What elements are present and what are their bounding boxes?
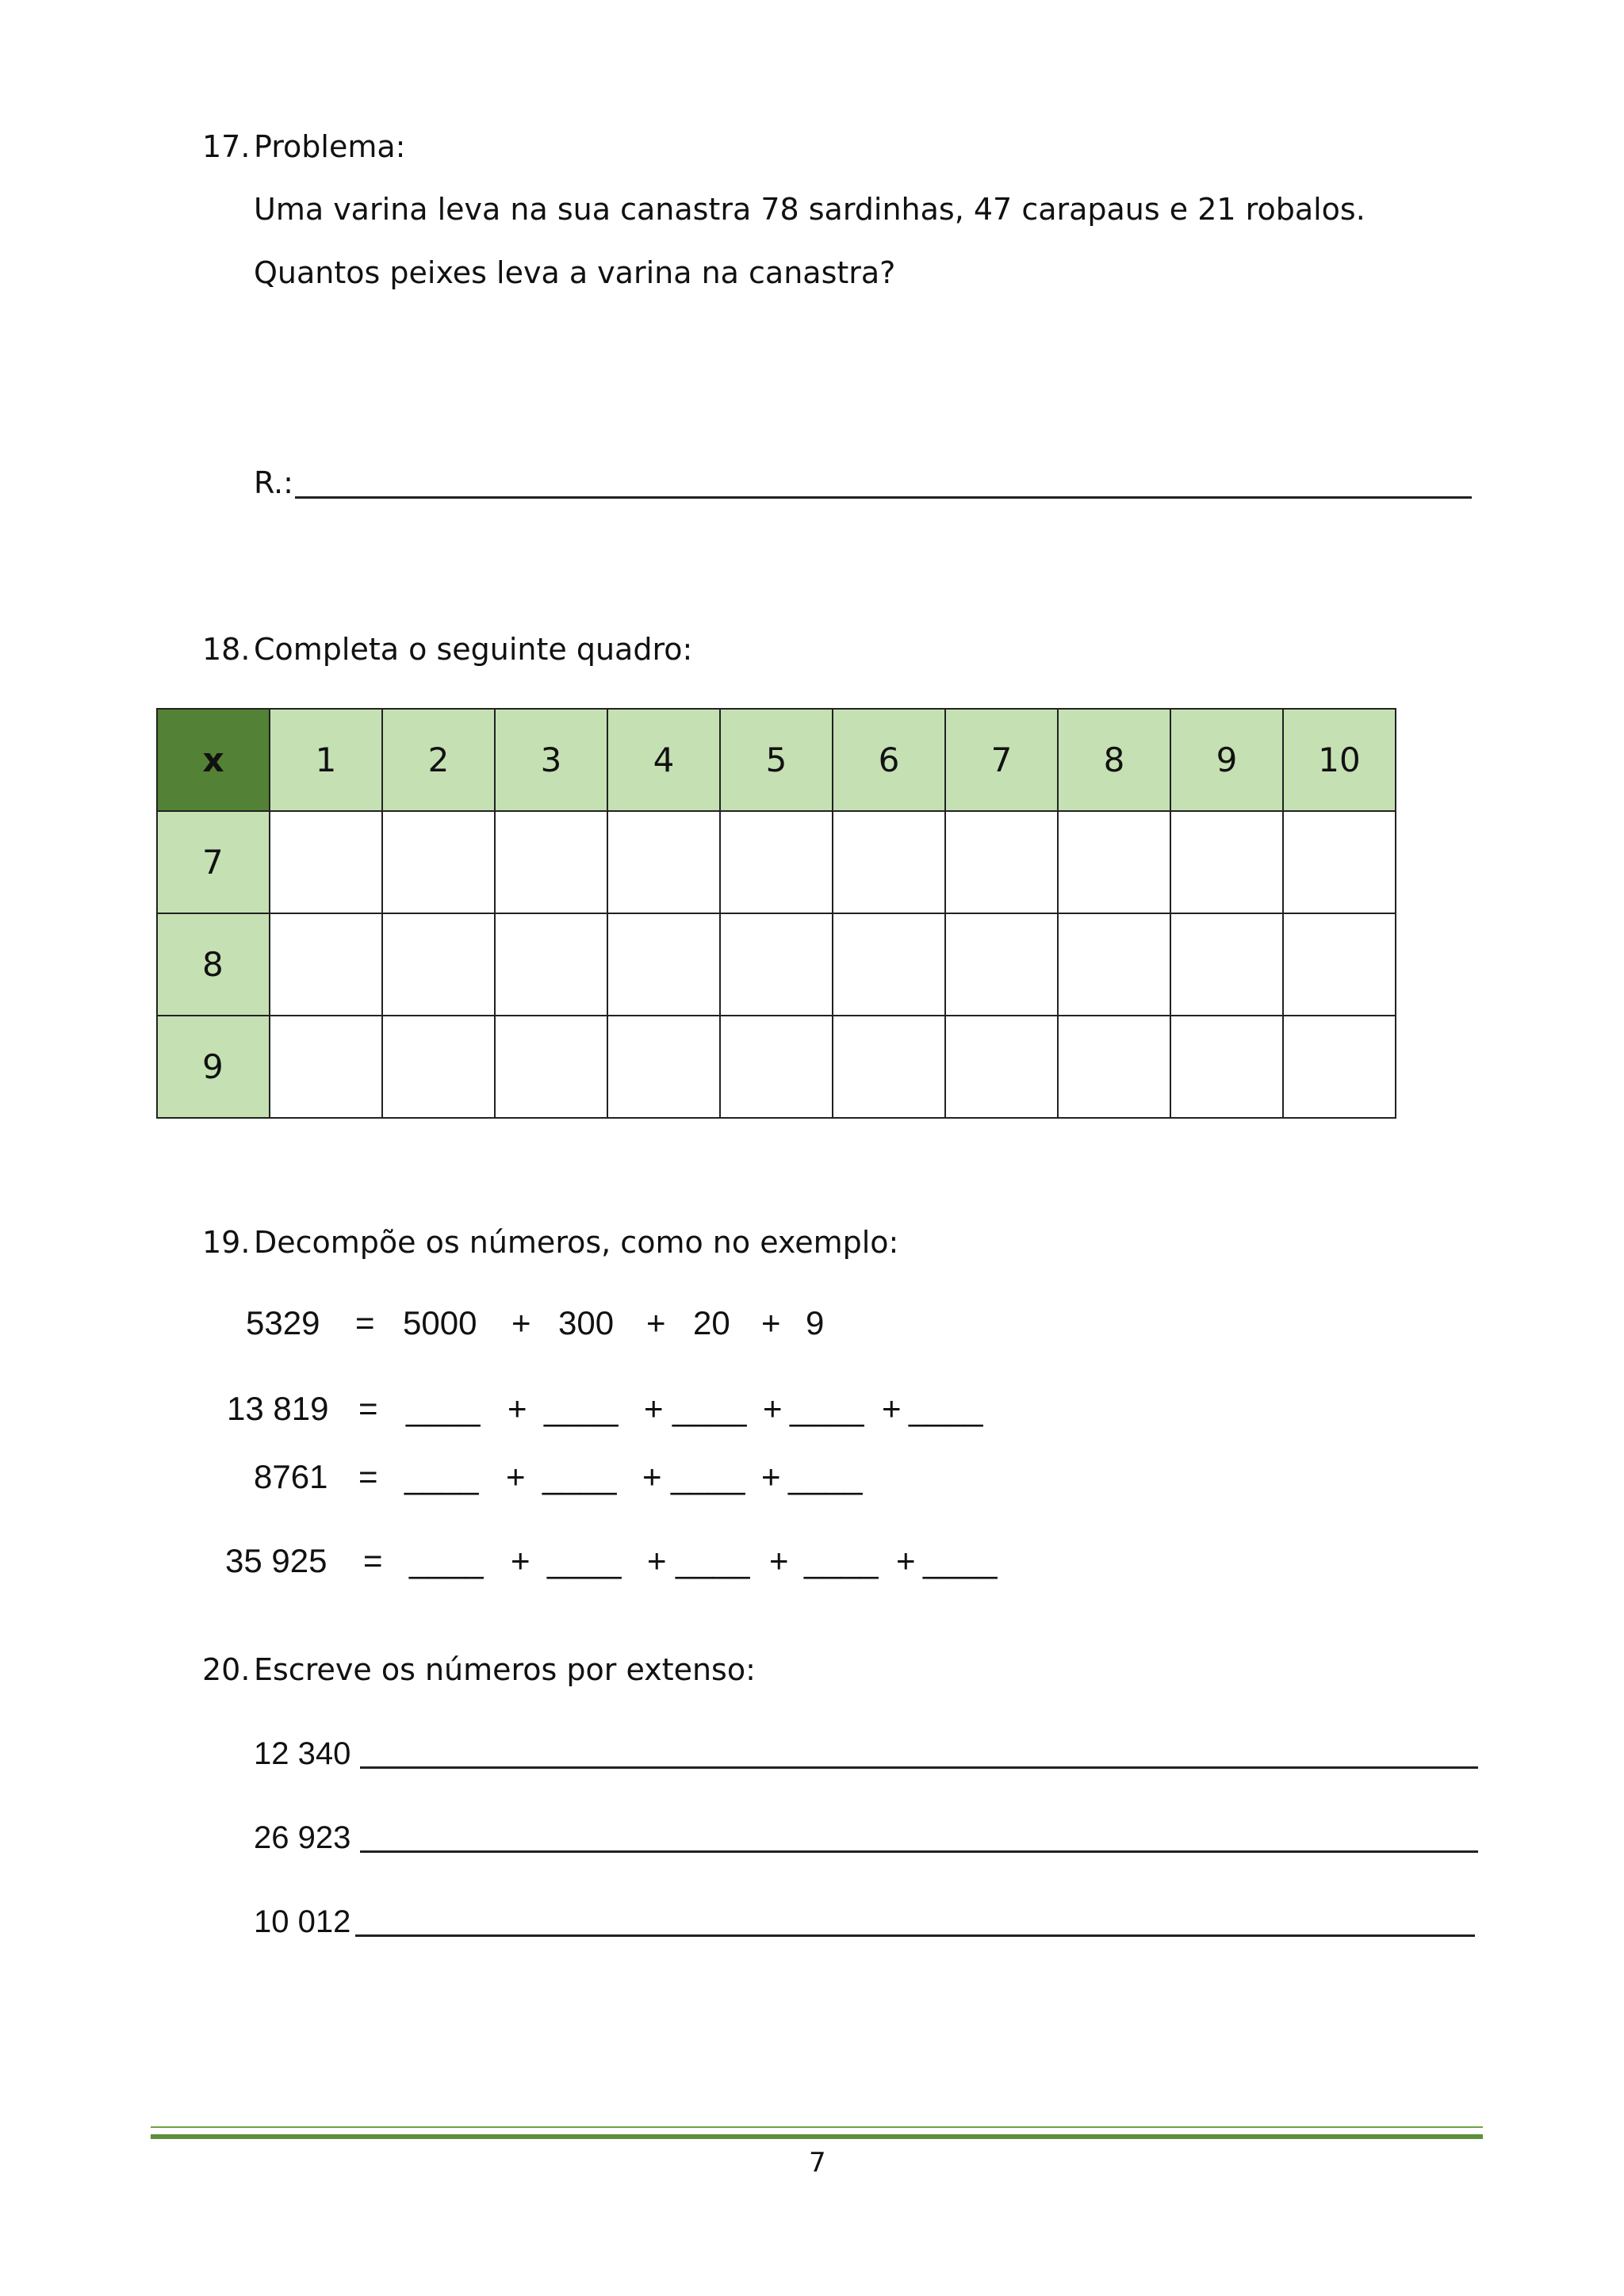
table-answer-cell[interactable] (1283, 1016, 1396, 1118)
table-answer-cell[interactable] (607, 913, 720, 1016)
blank[interactable]: ____ (923, 1542, 998, 1579)
plus-sign: + (506, 1458, 526, 1495)
q19-title: Decompõe os números, como no exemplo: (254, 1225, 899, 1260)
q17-answer-label: R.: (254, 465, 293, 500)
table-answer-cell[interactable] (270, 913, 382, 1016)
table-answer-cell[interactable] (495, 913, 607, 1016)
blank[interactable]: ____ (676, 1542, 750, 1579)
table-col-header: 1 (270, 709, 382, 811)
plus-sign: + (763, 1390, 783, 1427)
plus-sign: + (647, 1542, 667, 1579)
blank[interactable]: ____ (909, 1390, 983, 1427)
plus-sign: + (761, 1458, 781, 1495)
table-answer-cell[interactable] (495, 1016, 607, 1118)
blank[interactable]: ____ (406, 1390, 481, 1427)
example-part: 20 (693, 1304, 730, 1341)
table-answer-cell[interactable] (382, 1016, 495, 1118)
example-part: 5000 (403, 1304, 477, 1341)
table-answer-cell[interactable] (382, 811, 495, 913)
table-row (157, 913, 1396, 1016)
blank[interactable]: ____ (547, 1542, 622, 1579)
table-answer-cell[interactable] (945, 811, 1058, 913)
table-row (157, 811, 1396, 913)
table-col-header: 4 (607, 709, 720, 811)
table-answer-cell[interactable] (270, 1016, 382, 1118)
page-number: 7 (809, 2147, 826, 2179)
extenso-number: 26 923 (254, 1820, 351, 1855)
table-answer-cell[interactable] (495, 811, 607, 913)
plus-sign: + (769, 1542, 789, 1579)
q17-text-line1: Uma varina leva na sua canastra 78 sardinhas, 47 carapaus e 21 robalos. (254, 192, 1365, 227)
blank[interactable]: ____ (409, 1542, 484, 1579)
example-plus: + (646, 1304, 666, 1341)
extenso-answer-line[interactable] (360, 1850, 1478, 1853)
table-row-header: 7 (157, 811, 270, 913)
decompose-number: 8761 (254, 1458, 328, 1495)
table-col-header: 8 (1058, 709, 1170, 811)
table-col-header: 10 (1283, 709, 1396, 811)
blank[interactable]: ____ (804, 1542, 879, 1579)
footer-rule-thick (151, 2134, 1483, 2139)
decompose-number: 35 925 (225, 1542, 327, 1579)
example-number: 5329 (246, 1304, 320, 1341)
blank[interactable]: ____ (544, 1390, 619, 1427)
table-row (157, 1016, 1396, 1118)
extenso-number: 12 340 (254, 1736, 351, 1771)
table-col-header: 6 (833, 709, 945, 811)
table-col-header: 9 (1170, 709, 1283, 811)
multiplication-table (156, 708, 1396, 1119)
plus-sign: + (882, 1390, 902, 1427)
table-col-header: 5 (720, 709, 833, 811)
table-answer-cell[interactable] (720, 811, 833, 913)
table-answer-cell[interactable] (945, 913, 1058, 1016)
extenso-answer-line[interactable] (355, 1934, 1475, 1937)
table-answer-cell[interactable] (833, 913, 945, 1016)
q18-number: 18. (202, 632, 251, 667)
blank[interactable]: ____ (788, 1458, 863, 1495)
plus-sign: + (511, 1542, 530, 1579)
example-part: 300 (558, 1304, 615, 1341)
example-equals: = (355, 1304, 375, 1341)
table-col-header: 2 (382, 709, 495, 811)
table-answer-cell[interactable] (833, 811, 945, 913)
table-header-row (157, 709, 1396, 811)
plus-sign: + (508, 1390, 527, 1427)
blank[interactable]: ____ (542, 1458, 617, 1495)
q17-text-line2: Quantos peixes leva a varina na canastra? (254, 255, 896, 290)
footer-rule-thin (151, 2126, 1483, 2128)
plus-sign: + (644, 1390, 664, 1427)
table-answer-cell[interactable] (945, 1016, 1058, 1118)
plus-sign: + (896, 1542, 916, 1579)
blank[interactable]: ____ (671, 1458, 745, 1495)
q18-title: Completa o seguinte quadro: (254, 632, 693, 667)
q17-title: Problema: (254, 129, 406, 164)
table-answer-cell[interactable] (607, 1016, 720, 1118)
table-row-header: 8 (157, 913, 270, 1016)
blank[interactable]: ____ (672, 1390, 747, 1427)
table-answer-cell[interactable] (720, 913, 833, 1016)
table-answer-cell[interactable] (382, 913, 495, 1016)
table-col-header: 7 (945, 709, 1058, 811)
decompose-number: 13 819 (227, 1390, 329, 1427)
extenso-number: 10 012 (254, 1904, 351, 1939)
table-answer-cell[interactable] (1283, 913, 1396, 1016)
example-part: 9 (806, 1304, 825, 1341)
decompose-equals: = (358, 1458, 378, 1495)
table-answer-cell[interactable] (720, 1016, 833, 1118)
decompose-equals: = (363, 1542, 383, 1579)
table-answer-cell[interactable] (1058, 811, 1170, 913)
extenso-answer-line[interactable] (360, 1766, 1478, 1769)
q19-number: 19. (202, 1225, 251, 1260)
table-answer-cell[interactable] (1170, 1016, 1283, 1118)
q17-number: 17. (202, 129, 251, 164)
q20-number: 20. (202, 1652, 251, 1687)
decompose-equals: = (358, 1390, 378, 1427)
example-plus: + (511, 1304, 531, 1341)
table-answer-cell[interactable] (1283, 811, 1396, 913)
table-answer-cell[interactable] (270, 811, 382, 913)
table-answer-cell[interactable] (1058, 1016, 1170, 1118)
q20-title: Escreve os números por extenso: (254, 1652, 756, 1687)
q17-answer-line[interactable] (295, 496, 1472, 499)
table-corner-cell: x (157, 709, 270, 811)
table-answer-cell[interactable] (833, 1016, 945, 1118)
table-answer-cell[interactable] (1170, 913, 1283, 1016)
table-answer-cell[interactable] (607, 811, 720, 913)
example-plus: + (761, 1304, 781, 1341)
table-col-header: 3 (495, 709, 607, 811)
plus-sign: + (642, 1458, 662, 1495)
table-answer-cell[interactable] (1170, 811, 1283, 913)
table-answer-cell[interactable] (1058, 913, 1170, 1016)
blank[interactable]: ____ (790, 1390, 864, 1427)
blank[interactable]: ____ (404, 1458, 479, 1495)
table-row-header: 9 (157, 1016, 270, 1118)
